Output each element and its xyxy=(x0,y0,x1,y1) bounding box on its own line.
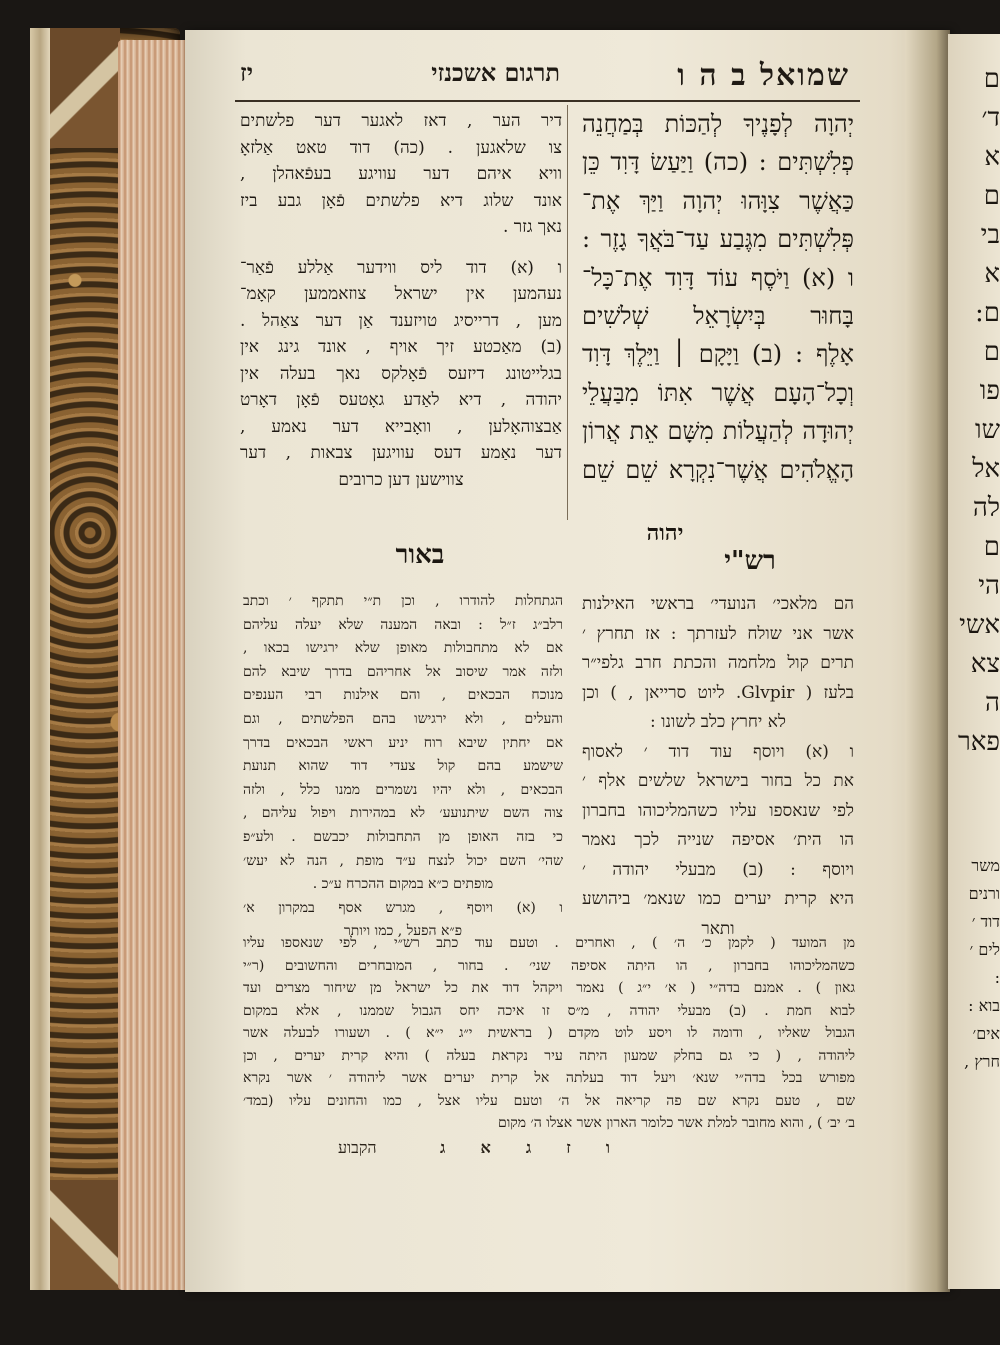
rashi-commentary xyxy=(582,590,854,944)
fragment: א xyxy=(984,259,1000,289)
catchword: הקבוע xyxy=(338,1138,377,1157)
cover-corner-top xyxy=(50,28,120,148)
yiddish-line: נאך גזר . xyxy=(503,217,562,237)
rashi-line: ו (א) ויוסף עוד דוד ׳ לאסוף xyxy=(582,741,854,762)
verse-line: כַּאֲשֶׁר צִוָּהוּ יְהוָה וַיַּךְ אֶת־ xyxy=(582,186,854,215)
fragment: משר xyxy=(971,856,1000,875)
biur-line: והעלים , ולא ירגישו בהם הפלשתים , וגם xyxy=(243,710,563,727)
book-spine xyxy=(30,28,50,1290)
verse-line: הָאֱלֹהִים אֲשֶׁר־נִקְרָא שֵׁם שֵׁם xyxy=(582,455,854,484)
verse-line: פְּלִשְׁתִּים מִגֶּבַע עַד־בֹּאֲךָ גָזֶר : xyxy=(582,225,854,254)
fragment: ד׳ xyxy=(981,103,1000,133)
yiddish-line: מען , דרייסיג טויזענד אַן דער צאַהל . xyxy=(240,310,562,331)
rashi-line: היא קרית יערים כמו שנאמ׳ ביהושע xyxy=(582,889,854,909)
verse-line: בָּחוּר בְּיִשְׂרָאֵל שְׁלשִׁים xyxy=(582,302,854,331)
page-number: יז xyxy=(240,58,253,87)
rashi-line: אשר אני שולח לעזרתך : אז תחרץ ׳ xyxy=(582,623,854,644)
signature-glyph: ז xyxy=(566,1138,571,1157)
signature-glyph: ג xyxy=(525,1138,532,1157)
rashi-line: לפי שנאספו עליו כשהמליכוהו בחברון xyxy=(582,800,854,821)
biur-commentary xyxy=(243,590,563,944)
biur-line: מופתים כ״א במקום ההכרח ע״כ . xyxy=(312,876,494,893)
yiddish-line: ו (א) דוד ליס ווידער אַללע פֿאַר־ xyxy=(240,257,562,278)
yiddish-translation-column xyxy=(240,108,562,493)
rashi-line: הם מלאכי׳ הנועדי׳ בראשי האילנות xyxy=(582,594,854,614)
rashi-line: הו הית׳ אסיפה שנייה לכך נאמר xyxy=(582,830,854,850)
fragment: פו xyxy=(979,376,1000,406)
fragment: ם xyxy=(983,337,1000,367)
fragment: חרץ , xyxy=(964,1052,1000,1071)
signature-glyph: ו xyxy=(605,1138,610,1157)
cover-corner-bottom xyxy=(50,1180,120,1290)
yiddish-line: נעהמען אין ישראל צוזאממען קאָמ־ xyxy=(240,284,562,304)
commentary-line: מפורש בכל בדה״י שנא׳ ויעל דוד בעלתה אל קרית יערים אשר ליהודה ׳ אשר נקרא xyxy=(243,1070,855,1086)
biur-line: אם יחתין שיבא רוח יניע ראשי הבכאים בדרך xyxy=(243,734,563,751)
commentary-line: הגבול שאליו , ודומה לו ויסע לוט מקדם ( בראשית י״ג י״א ) . ושעורו לבעלה אשר xyxy=(243,1025,855,1041)
biur-line: שישמע בהם קול צעדי דוד שהוא תנועת xyxy=(243,758,563,775)
commentary-line: לבוא חמת . (ב) מבעלי יהודה , מ״ס זו איכה יחס הגבול שממנו , אלא במקום xyxy=(243,1002,855,1019)
fragment: בוא : xyxy=(968,996,1000,1015)
biur-line: מנוכח הבכאים , והם אילנות רבי הענפים xyxy=(243,687,563,704)
yiddish-line: אַבצוהאָלען , וואָבייא דער נאמע , xyxy=(240,416,562,437)
fragment: אים׳ xyxy=(972,1024,1000,1043)
fragment: אשי xyxy=(959,610,1000,640)
rashi-line: בלעז ( Glvpir. ליוט סרייאן , ) וכן xyxy=(582,682,854,703)
full-width-commentary xyxy=(243,932,855,1135)
verse-line: אָלֶף : (ב) וַיָּקָם ׀ וַיֵּלֶךְ דָּוִד xyxy=(582,340,854,369)
next-page-fragments xyxy=(955,60,1000,1076)
biur-line: ולזה אמר שיסוב אל אחריהם בדרך שיבא להם xyxy=(243,663,563,680)
fragment: ם xyxy=(983,181,1000,211)
fragment: : xyxy=(994,968,1000,987)
biur-line: הגתחלות להודרו , וכן ת״י תתקף ׳ וכתב xyxy=(243,593,563,609)
signature-glyph: א xyxy=(480,1138,491,1157)
biur-line: כי בזה האופן מן התחבולות יכבשם . ולע״פ xyxy=(243,828,563,845)
hebrew-verse-column xyxy=(582,105,854,575)
commentary-line: כשהמליכוהו בחברון , הו היתה אסיפה שני׳ . בחור , המובחרים והחשובים (ר״י xyxy=(243,957,855,974)
verse-line: יְהוּדָה לְהַעֲלוֹת מִשָּׁם אֵת אֲרוֹן xyxy=(582,417,854,446)
commentary-line: מן המועד ( לקמן כ׳ ה׳ ) , ואחרים . וטעם עוד כתב רש״י , לפי שנאספו עליו xyxy=(243,935,855,951)
yiddish-line: דיר הער , דאז לאגער דער פלשתים xyxy=(240,111,562,131)
verse-line: יְהוָה לְפָנֶיךָ לְהַכּוֹת בְּמַחֲנֵה xyxy=(582,110,854,138)
column-divider xyxy=(567,105,568,520)
verse-line: וְכָל־הָעָם אֲשֶׁר אִתּוֹ מִבַּעֲלֵי xyxy=(582,378,854,407)
biur-line: פ״א הפעל , כמו ויותר xyxy=(343,923,463,940)
header-rule xyxy=(235,100,860,102)
commentary-line: ליהודה , ( כי גם בחלק שמעון היתה עיר נקראת בעלה ) והיא קרית יערים , וכן xyxy=(243,1047,855,1064)
rashi-line: ותאר xyxy=(701,918,735,939)
biur-line: ו (א) ויוסף , מגרש אסף במקרון א׳ xyxy=(243,899,563,916)
fragment: ם xyxy=(983,532,1000,562)
yiddish-line: צווישען דען כרובים xyxy=(338,469,464,490)
yiddish-line: (ב) מאַכטע זיך אויף , אונד גינג אין xyxy=(240,337,562,357)
rashi-heading: רש"י xyxy=(724,546,776,576)
fragment: ם: xyxy=(975,298,1000,328)
yiddish-line: דער נאַמע דעס עוויגען צבאות , דער xyxy=(240,443,562,463)
biur-line: שהי׳ השם יכול לנצח ע״ד מופת , הנה לא יעש׳ xyxy=(243,852,563,869)
running-head-title: תרגום אשכנזי xyxy=(431,58,560,87)
rashi-line: ויוסף : (ב) מבעלי יהודה ׳ xyxy=(582,859,854,880)
fragment: בי xyxy=(980,220,1000,250)
fragment: הי xyxy=(978,571,1000,601)
biur-heading: באור xyxy=(395,540,445,570)
fragment: שו xyxy=(974,415,1000,445)
verse-line: ו (א) וַיֹּסֶף עוֹד דָּוִד אֶת־כָּל־ xyxy=(582,263,854,292)
rashi-line: תרים קול מלחמה והכתת חרב גלפי״ר xyxy=(582,653,854,673)
commentary-line: גאון ) . אמנם בדה״י ( א׳ י״ג ) נאמר ויקהל דוד את כל ישראל מן שיחור מצרים ועד xyxy=(243,980,855,996)
rashi-line: את כל בחור בישראל שלשים אלף ׳ xyxy=(582,771,854,791)
running-head-book: שמואל ב ה ו xyxy=(677,58,850,93)
fragment: לה xyxy=(972,493,1000,523)
biur-line: אם לא מתחבולות מאופן שלא ירגישו בכאו , xyxy=(243,640,563,657)
fragment: אל xyxy=(972,454,1000,484)
fragment: א xyxy=(984,142,1000,172)
fragment: לים ׳ xyxy=(969,940,1000,959)
signature-mark xyxy=(440,1138,610,1158)
fragment: צא xyxy=(970,649,1000,679)
yiddish-line: צו שלאגען . (כה) דוד טאט אַלזאָ xyxy=(240,137,562,158)
verse-tail-word: יהוה xyxy=(646,520,684,546)
commentary-line: ב׳ יב׳ ) , והוא מחובר למלת אשר כלומר הארון אשר אצלו ה׳ מקום xyxy=(497,1115,855,1131)
yiddish-line: וויא איהם דער עוויגע בעפֿאהלן , xyxy=(240,164,562,184)
biur-line: צוה השם שיתנועע׳ לא במהירות ויפול עליהם , xyxy=(243,805,563,822)
yiddish-line: אונד שלוג דיא פלשתים פֿאָן גבע ביז xyxy=(240,190,562,211)
biur-line: רלב״ג ז״ל : ובאה המענה שלא יעלה עליהם xyxy=(243,616,563,633)
yiddish-line: יהודה , דיא לאַדע גאָטעס פֿאָן דאָרט xyxy=(240,390,562,410)
running-head-targum xyxy=(240,58,560,88)
page-gutter xyxy=(905,30,950,1292)
fragment: פאר xyxy=(958,727,1000,757)
fragment: ורנים xyxy=(968,884,1000,903)
commentary-line: שם , טעם נקרא שם פה קריאה אל ה׳ וטעם עליו אצל , כמו והחונים עליו (במד׳ xyxy=(243,1092,855,1109)
verse-line: פְלִשְׁתִּים : (כה) וַיַּעַשׂ דָּוִד כֵּן xyxy=(582,148,854,177)
fragment: ם xyxy=(983,64,1000,94)
signature-glyph: ג xyxy=(440,1138,446,1157)
fragment: ה xyxy=(985,688,1000,718)
biur-line: הבכאים , ולא יהיו נשמרים ממנו כלל , ולזה xyxy=(243,781,563,798)
page-fore-edge xyxy=(118,40,190,1290)
yiddish-line: בגלייטונג דיזעס פֿאָלקס נאך בעלה אין xyxy=(240,363,562,384)
rashi-line: לא יחרץ כלב לשונו : xyxy=(650,712,786,732)
fragment: דוד ׳ xyxy=(971,912,1000,931)
